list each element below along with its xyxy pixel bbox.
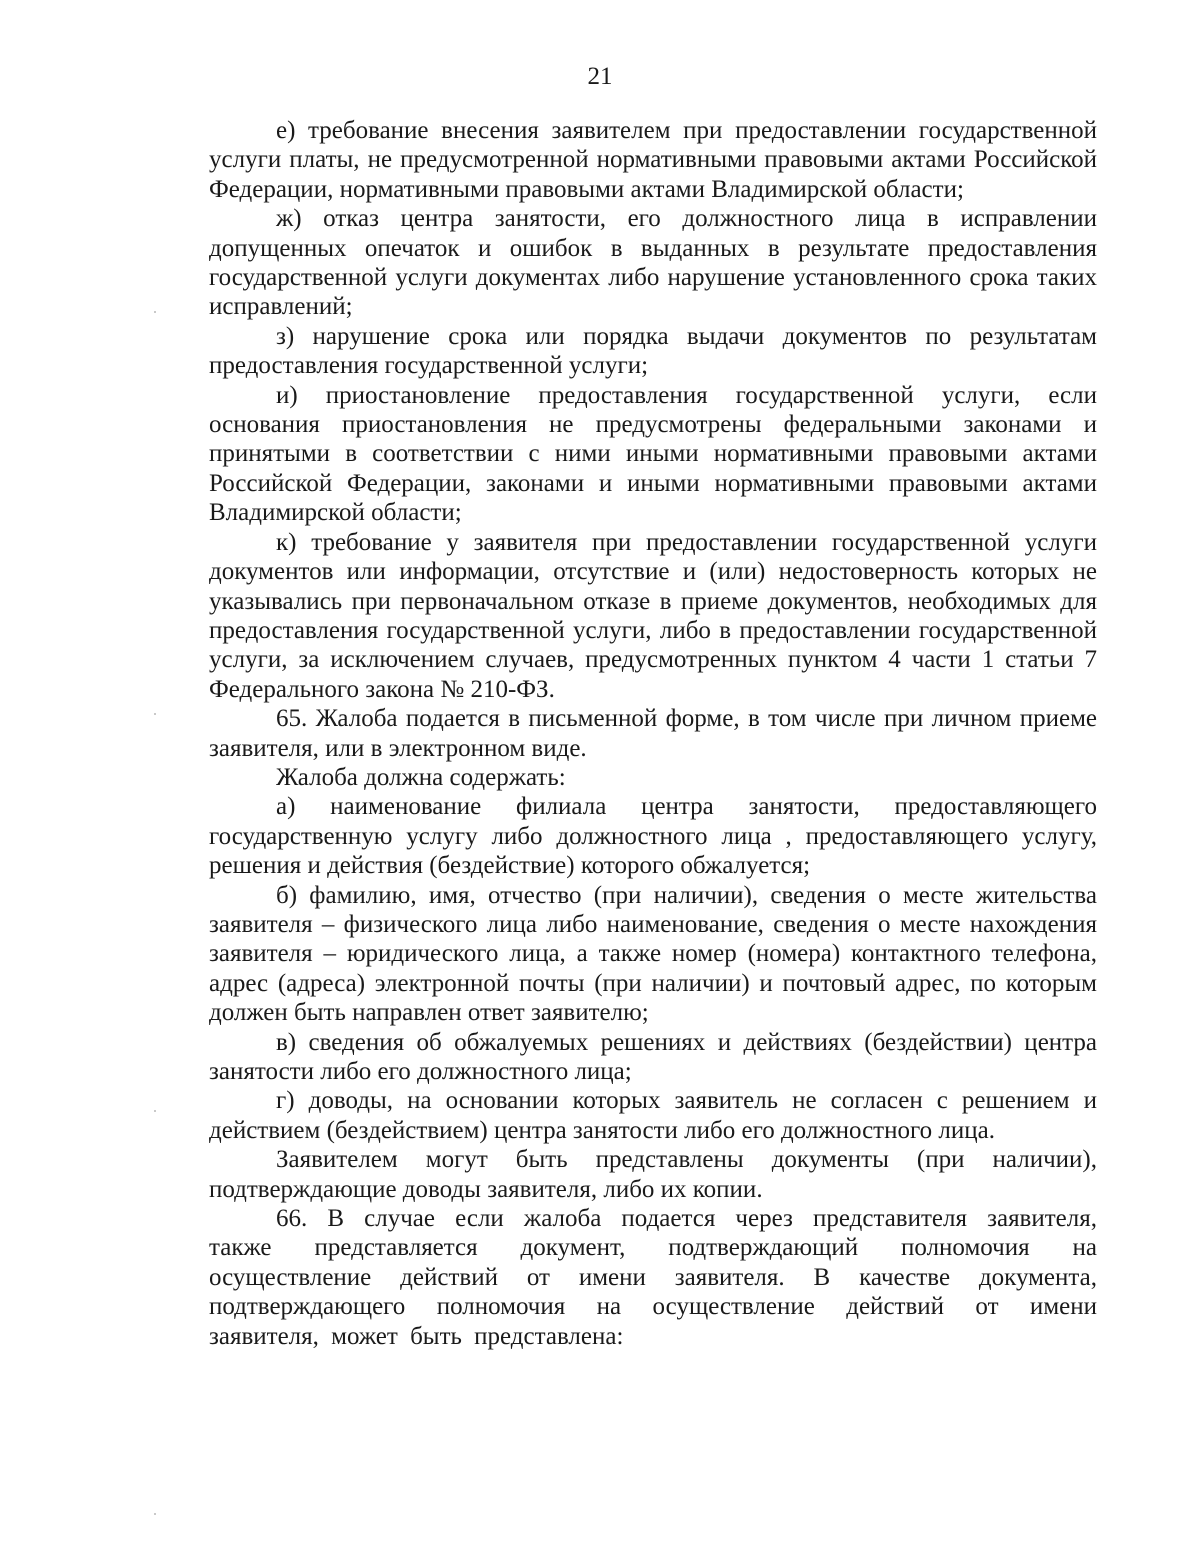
paragraph-item-v: в) сведения об обжалуемых решениях и действиях (бездействии) центра занятости либо его должностного лица; — [209, 1028, 1097, 1085]
paragraph-item-zh: ж) отказ центра занятости, его должностного лица в исправлении допущенных опечаток и ошибок в выданных в результате предоставления государственной услуги документах либо нарушение установленного срока таких исправлений; — [209, 205, 1097, 321]
paragraph-item-z: з) нарушение срока или порядка выдачи документов по результатам предоставления государственной услуги; — [209, 322, 1097, 380]
paragraph-item-g: г) доводы, на основании которых заявитель не согласен с решением и действием (бездействием) центра занятости либо его должностного лица. — [209, 1087, 1097, 1144]
page-number: 21 — [587, 63, 613, 90]
paragraph-item-i: и) приостановление предоставления государственной услуги, если основания приостановления не предусмотрены федеральными законами и принятыми в соответствии с ними иными нормативными правовыми актами Российской Федерации, законами и иными нормативными правовыми актами Владимирской области; — [209, 381, 1097, 527]
paragraph-supporting-documents: Заявителем могут быть представлены документы (при наличии), подтверждающие доводы заявителя, либо их копии. — [209, 1146, 1097, 1203]
scan-margin-mark — [154, 1110, 156, 1112]
paragraph-complaint-contents-intro: Жалоба должна содержать: — [276, 763, 566, 791]
document-body — [209, 116, 1097, 1351]
paragraph-65: 65. Жалоба подается в письменной форме, в том числе при личном приеме заявителя, или в электронном виде. — [209, 705, 1097, 762]
scan-margin-mark — [154, 1513, 156, 1515]
scan-margin-mark — [154, 311, 156, 313]
scan-margin-mark — [154, 713, 156, 715]
paragraph-item-a: а) наименование филиала центра занятости, предоставляющего государственную услугу либо должностного лица , предоставляющего услугу, решения и действия (бездействие) которого обжалуется; — [209, 793, 1097, 880]
paragraph-item-k: к) требование у заявителя при предоставлении государственной услуги документов или информации, отсутствие и (или) недостоверность которых не указывались при первоначальном отказе в приеме документов, необходимых для предоставления государственной услуги, либо в предоставлении государственной услуги, за исключением случаев, предусмотренных пунктом 4 части 1 статьи 7 Федерального закона № 210-ФЗ. — [209, 528, 1097, 703]
paragraph-item-e: е) требование внесения заявителем при предоставлении государственной услуги платы, не предусмотренной нормативными правовыми актами Российской Федерации, нормативными правовыми актами Владимирской области; — [209, 117, 1097, 203]
paragraph-66: 66. В случае если жалоба подается через представителя заявителя, также представляется документ, подтверждающий полномочия на осуществление действий от имени заявителя. В качестве документа, подтверждающего полномочия на осуществление действий от имени заявителя, может быть представлена: — [209, 1205, 1097, 1350]
paragraph-item-b: б) фамилию, имя, отчество (при наличии), сведения о месте жительства заявителя – физического лица либо наименование, сведения о месте нахождения заявителя – юридического лица, а также номер (номера) контактного телефона, адрес (адреса) электронной почты (при наличии) и почтовый адрес, по которым должен быть направлен ответ заявителю; — [209, 881, 1097, 1027]
